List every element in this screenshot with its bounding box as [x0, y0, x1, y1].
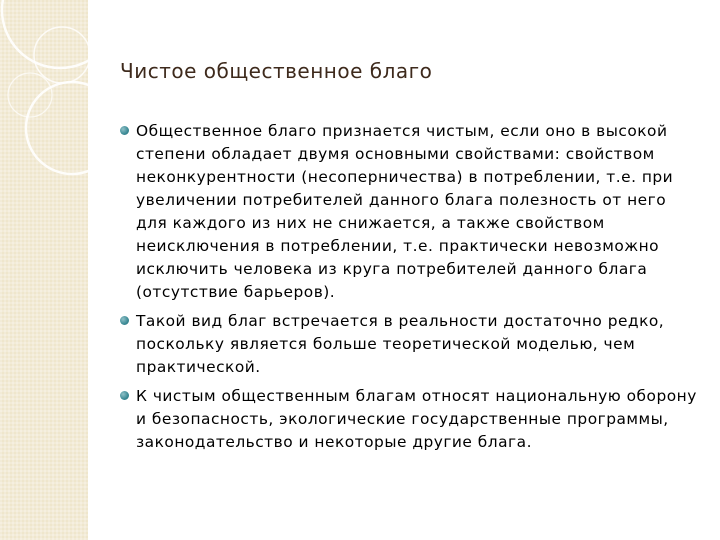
bullet-dot-icon	[120, 316, 129, 325]
bullet-dot-icon	[120, 126, 129, 135]
slide-title: Чистое общественное благо	[120, 59, 433, 83]
side-decoration-panel	[0, 0, 88, 540]
bullet-text: Такой вид благ встречается в реальности достаточно редко, поскольку является больше теоретической моделью, чем практической.	[136, 312, 665, 376]
bullet-text: К чистым общественным благам относят национальную оборону и безопасность, экологические государственные программы, законодательство и некоторые другие блага.	[136, 387, 697, 451]
bullet-item	[120, 120, 700, 304]
bullet-dot-icon	[120, 391, 129, 400]
bullet-list	[120, 120, 700, 460]
side-panel-edge	[88, 0, 90, 540]
bullet-text: Общественное благо признается чистым, если оно в высокой степени обладает двумя основными свойствами: свойством неконкурентности (несоперничества) в потреблении, т.е. при увеличении потребителей данного блага полезность от него для каждого из них не снижается, а также свойством неисключения в потреблении, т.е. практически невозможно исключить человека из круга потребителей данного блага (отсутствие барьеров).	[136, 122, 674, 301]
bullet-item	[120, 385, 700, 454]
circle-decoration	[0, 0, 88, 540]
bullet-item	[120, 310, 700, 379]
